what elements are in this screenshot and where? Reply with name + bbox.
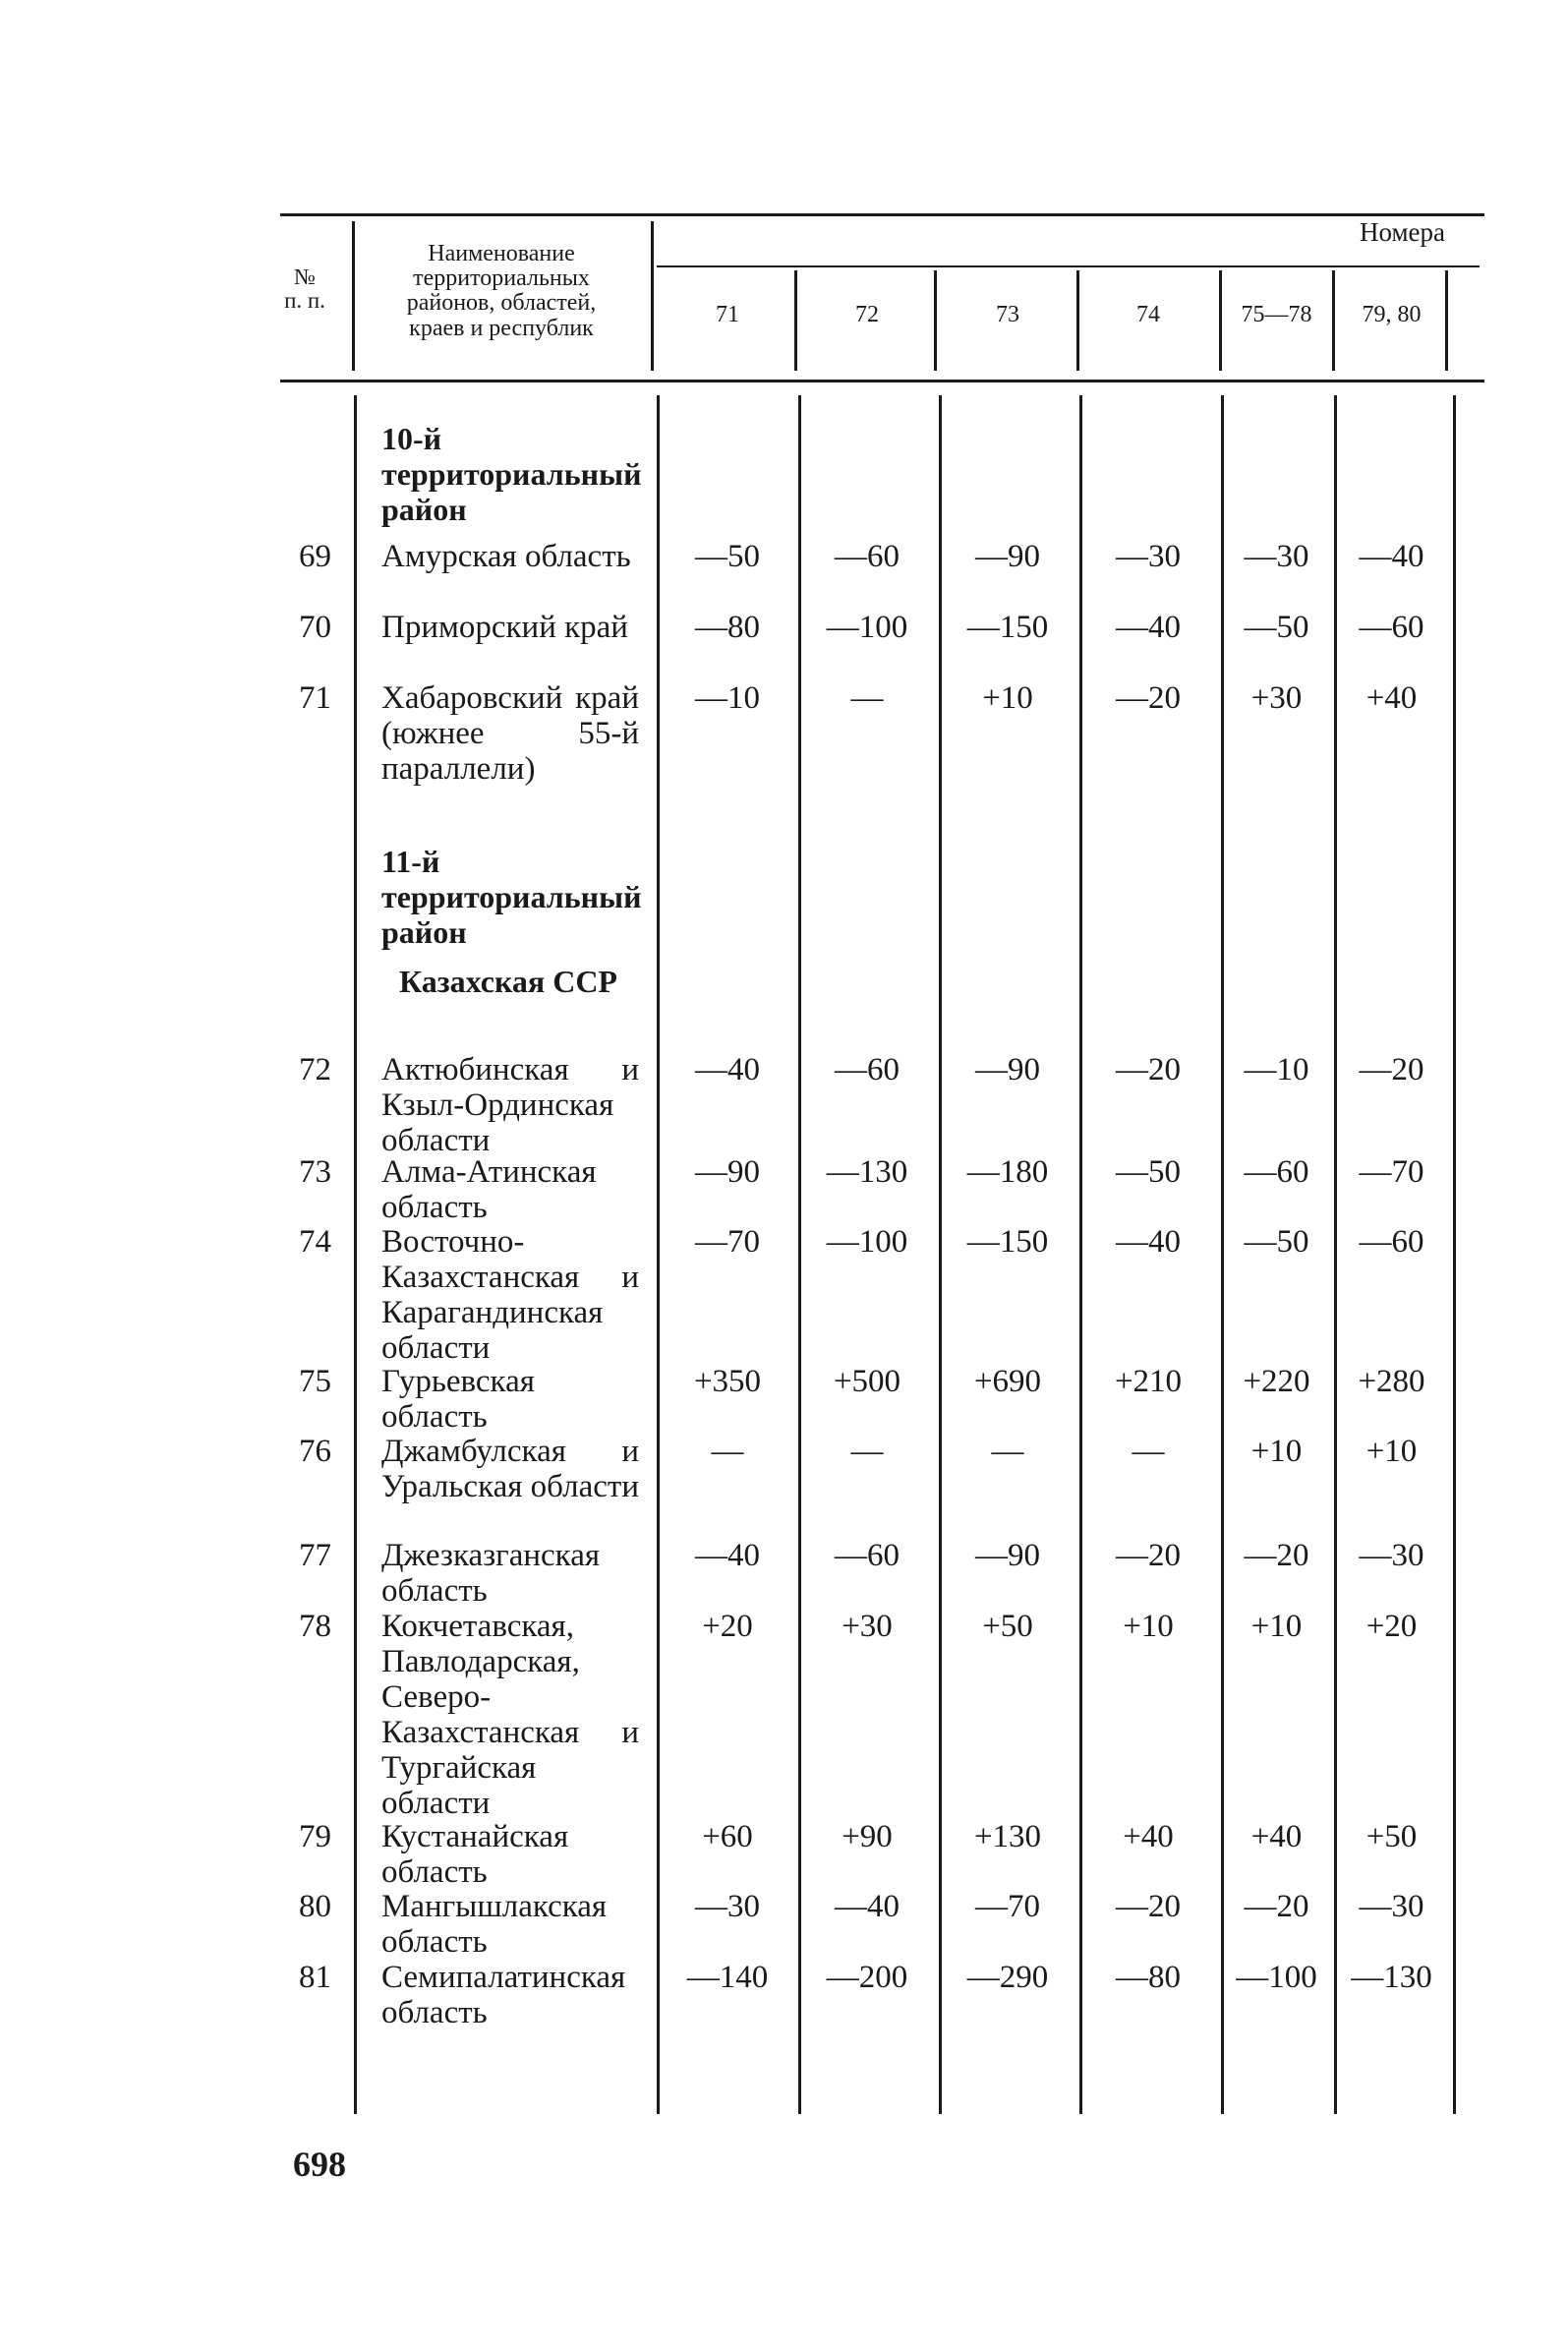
row-value: —50: [1244, 610, 1309, 645]
row-value: —150: [966, 610, 1049, 645]
row-value: —10: [1244, 1052, 1309, 1087]
row-number: 74: [299, 1224, 331, 1260]
row-value: —20: [1359, 1052, 1424, 1087]
row-value: +500: [833, 1364, 901, 1399]
row-number: 73: [299, 1154, 331, 1190]
row-value: +690: [973, 1364, 1042, 1399]
row-value: —40: [695, 1538, 760, 1573]
row-name: Гурьевская область: [381, 1364, 535, 1435]
row-value: —130: [826, 1154, 908, 1190]
section-title: 10-й территориальный район: [381, 421, 642, 527]
row-value: —40: [835, 1889, 900, 1924]
row-value: +30: [1250, 680, 1303, 716]
row-value: +10: [1250, 1434, 1303, 1469]
row-number: 70: [299, 610, 331, 645]
row-name: Восточно-Казахстанская и Карагандинская области: [381, 1224, 639, 1366]
row-value: —40: [1116, 610, 1181, 645]
row-name: Хабаровский край (южнее 55-й параллели): [381, 680, 639, 787]
row-value: —20: [1116, 1889, 1181, 1924]
section-title: 11-й территориальный район: [381, 844, 642, 950]
header-col-75-78: 75—78: [1241, 302, 1312, 327]
row-name: Джамбулская и Уральская области: [381, 1434, 639, 1504]
row-value: —180: [966, 1154, 1049, 1190]
row-value: —20: [1244, 1538, 1309, 1573]
row-value: +10: [982, 680, 1033, 716]
row-value: —90: [975, 539, 1040, 574]
row-value: —70: [1359, 1154, 1424, 1190]
row-value: —30: [1116, 539, 1181, 574]
row-value: —: [850, 1434, 884, 1469]
row-value: —20: [1116, 680, 1181, 716]
row-value: —130: [1351, 1960, 1432, 1995]
row-value: —40: [695, 1052, 760, 1087]
row-value: +20: [1365, 1609, 1418, 1644]
row-name: Джезказганская область: [381, 1538, 601, 1609]
row-number: 71: [299, 680, 331, 716]
row-value: —20: [1116, 1538, 1181, 1573]
row-value: —30: [1244, 539, 1309, 574]
row-value: +350: [693, 1364, 762, 1399]
row-number: 79: [299, 1819, 331, 1854]
row-value: —100: [826, 610, 908, 645]
header-vline: [352, 221, 355, 371]
row-value: +30: [842, 1609, 893, 1644]
row-value: —150: [966, 1224, 1049, 1260]
row-value: —60: [1359, 1224, 1424, 1260]
row-value: —140: [686, 1960, 769, 1995]
row-value: +210: [1114, 1364, 1183, 1399]
row-value: —80: [695, 610, 760, 645]
header-group-label: Номера: [1359, 217, 1445, 247]
body-vline: [354, 395, 357, 2114]
row-value: +10: [1123, 1609, 1174, 1644]
row-value: +280: [1358, 1364, 1425, 1399]
row-value: +50: [982, 1609, 1033, 1644]
header-group-rule: [657, 265, 1480, 267]
row-value: —290: [966, 1960, 1049, 1995]
row-value: +20: [702, 1609, 753, 1644]
row-value: —50: [695, 539, 760, 574]
row-name: Алма-Атинская область: [381, 1154, 597, 1225]
header-vline: [651, 221, 654, 371]
row-value: —40: [1359, 539, 1424, 574]
row-value: —30: [1359, 1538, 1424, 1573]
row-number: 76: [299, 1434, 331, 1469]
row-number: 80: [299, 1889, 331, 1924]
row-value: —100: [826, 1224, 908, 1260]
row-name: Семипалатинская область: [381, 1960, 626, 2030]
row-value: —: [991, 1434, 1024, 1469]
table-top-rule: [280, 213, 1484, 216]
row-value: +10: [1365, 1434, 1418, 1469]
row-value: —60: [1244, 1154, 1309, 1190]
row-value: —60: [835, 1052, 900, 1087]
row-value: +10: [1250, 1609, 1303, 1644]
header-name-label: Наименование территориальных районов, областей, краев и республик: [406, 241, 597, 341]
row-number: 72: [299, 1052, 331, 1087]
row-value: +40: [1123, 1819, 1174, 1854]
row-value: —40: [1116, 1224, 1181, 1260]
row-number: 78: [299, 1609, 331, 1644]
row-name: Кустанайская область: [381, 1819, 569, 1890]
row-value: +60: [702, 1819, 753, 1854]
header-col-79-80: 79, 80: [1362, 302, 1422, 327]
header-col-73: 73: [996, 302, 1019, 327]
row-number: 75: [299, 1364, 331, 1399]
row-name: Амурская область: [381, 539, 631, 574]
row-value: —200: [826, 1960, 908, 1995]
row-value: —90: [695, 1154, 760, 1190]
header-number-label: № п. п.: [284, 264, 325, 314]
body-vline: [1453, 395, 1456, 2114]
row-value: +90: [842, 1819, 893, 1854]
row-value: —10: [695, 680, 760, 716]
row-value: +220: [1243, 1364, 1310, 1399]
row-value: —60: [835, 1538, 900, 1573]
row-name: Кокчетавская, Павлодарская, Северо-Казахстанская и Тургайская области: [381, 1609, 639, 1821]
row-value: +50: [1365, 1819, 1418, 1854]
row-value: —20: [1116, 1052, 1181, 1087]
row-value: —20: [1244, 1889, 1309, 1924]
row-value: —80: [1116, 1960, 1181, 1995]
page-number: 698: [293, 2144, 346, 2184]
row-value: —70: [695, 1224, 760, 1260]
row-value: —50: [1244, 1224, 1309, 1260]
row-name: Актюбинская и Кзыл-Ординская области: [381, 1052, 639, 1158]
row-value: —50: [1116, 1154, 1181, 1190]
header-col-74: 74: [1136, 302, 1160, 327]
row-value: —90: [975, 1052, 1040, 1087]
row-value: +40: [1250, 1819, 1303, 1854]
row-value: —30: [1359, 1889, 1424, 1924]
row-value: —90: [975, 1538, 1040, 1573]
row-value: —: [850, 680, 884, 716]
row-number: 81: [299, 1960, 331, 1995]
row-number: 77: [299, 1538, 331, 1573]
header-col-71: 71: [716, 302, 739, 327]
header-col-72: 72: [855, 302, 879, 327]
row-number: 69: [299, 539, 331, 574]
row-value: —100: [1236, 1960, 1317, 1995]
row-value: +130: [973, 1819, 1042, 1854]
row-value: —60: [835, 539, 900, 574]
row-value: —30: [695, 1889, 760, 1924]
row-value: —: [1132, 1434, 1165, 1469]
row-name: Приморский край: [381, 610, 628, 645]
row-name: Мангышлакская область: [381, 1889, 608, 1960]
row-value: —70: [975, 1889, 1040, 1924]
row-value: +40: [1365, 680, 1418, 716]
header-bottom-rule: [280, 380, 1484, 382]
row-value: —60: [1359, 610, 1424, 645]
row-value: —: [711, 1434, 744, 1469]
section-subtitle: Казахская ССР: [399, 964, 617, 999]
